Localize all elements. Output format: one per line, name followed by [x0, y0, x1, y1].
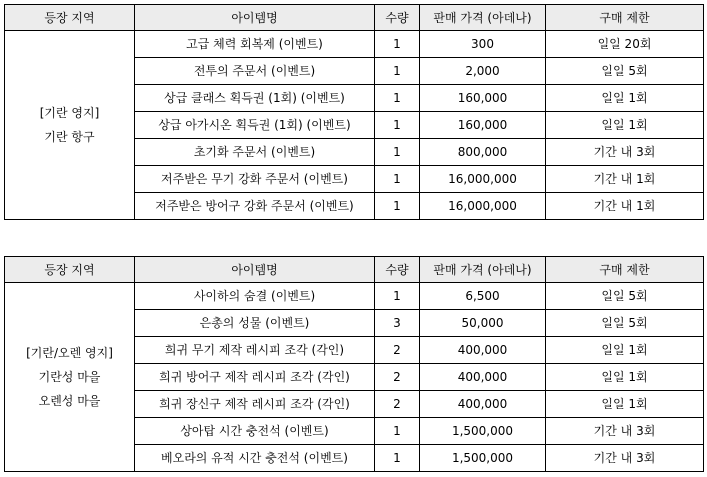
item-name-cell: 상급 아가시온 획득권 (1회) (이벤트) [135, 112, 375, 139]
price-cell: 1,500,000 [420, 445, 546, 472]
item-name-cell: 희귀 장신구 제작 레시피 조각 (각인) [135, 391, 375, 418]
limit-cell: 기간 내 3회 [546, 139, 704, 166]
table-row [5, 283, 704, 310]
item-name-cell: 저주받은 방어구 강화 주문서 (이벤트) [135, 193, 375, 220]
quantity-cell: 1 [375, 193, 420, 220]
price-cell: 400,000 [420, 364, 546, 391]
price-cell: 300 [420, 31, 546, 58]
limit-cell: 기간 내 3회 [546, 418, 704, 445]
region-line: 오렌성 마을 [38, 394, 101, 408]
item-name-cell: 희귀 방어구 제작 레시피 조각 (각인) [135, 364, 375, 391]
header-price: 판매 가격 (아데나) [420, 5, 546, 31]
item-name-cell: 저주받은 무기 강화 주문서 (이벤트) [135, 166, 375, 193]
header-quantity: 수량 [375, 257, 420, 283]
quantity-cell: 2 [375, 391, 420, 418]
item-name-cell: 사이하의 숨결 (이벤트) [135, 283, 375, 310]
shop-table-giran-oren-village [4, 256, 704, 472]
region-line: [기란/오렌 영지] [26, 346, 113, 360]
header-item-name: 아이템명 [135, 5, 375, 31]
price-cell: 160,000 [420, 85, 546, 112]
header-region: 등장 지역 [5, 5, 135, 31]
table-header-row [5, 5, 704, 31]
header-purchase-limit: 구매 제한 [546, 257, 704, 283]
limit-cell: 일일 1회 [546, 112, 704, 139]
header-region: 등장 지역 [5, 257, 135, 283]
price-cell: 800,000 [420, 139, 546, 166]
limit-cell: 일일 1회 [546, 391, 704, 418]
header-item-name: 아이템명 [135, 257, 375, 283]
price-cell: 6,500 [420, 283, 546, 310]
price-cell: 50,000 [420, 310, 546, 337]
limit-cell: 일일 1회 [546, 337, 704, 364]
item-name-cell: 희귀 무기 제작 레시피 조각 (각인) [135, 337, 375, 364]
header-price: 판매 가격 (아데나) [420, 257, 546, 283]
quantity-cell: 1 [375, 166, 420, 193]
quantity-cell: 2 [375, 337, 420, 364]
quantity-cell: 1 [375, 283, 420, 310]
price-cell: 16,000,000 [420, 166, 546, 193]
quantity-cell: 1 [375, 445, 420, 472]
quantity-cell: 1 [375, 31, 420, 58]
price-cell: 16,000,000 [420, 193, 546, 220]
price-cell: 400,000 [420, 337, 546, 364]
limit-cell: 일일 1회 [546, 364, 704, 391]
quantity-cell: 1 [375, 418, 420, 445]
item-name-cell: 은총의 성물 (이벤트) [135, 310, 375, 337]
header-quantity: 수량 [375, 5, 420, 31]
header-purchase-limit: 구매 제한 [546, 5, 704, 31]
region-line: [기란 영지] [39, 106, 100, 120]
limit-cell: 일일 5회 [546, 283, 704, 310]
shop-table-giran-harbor [4, 4, 704, 220]
price-cell: 160,000 [420, 112, 546, 139]
table-header-row [5, 257, 704, 283]
table-row [5, 31, 704, 58]
quantity-cell: 1 [375, 58, 420, 85]
price-cell: 2,000 [420, 58, 546, 85]
limit-cell: 일일 20회 [546, 31, 704, 58]
region-cell [5, 283, 135, 472]
quantity-cell: 1 [375, 139, 420, 166]
item-name-cell: 베오라의 유적 시간 충전석 (이벤트) [135, 445, 375, 472]
item-name-cell: 고급 체력 회복제 (이벤트) [135, 31, 375, 58]
region-line: 기란성 마을 [38, 370, 101, 384]
region-cell [5, 31, 135, 220]
item-name-cell: 전투의 주문서 (이벤트) [135, 58, 375, 85]
quantity-cell: 1 [375, 112, 420, 139]
price-cell: 1,500,000 [420, 418, 546, 445]
item-name-cell: 상아탑 시간 충전석 (이벤트) [135, 418, 375, 445]
item-name-cell: 상급 클래스 획득권 (1회) (이벤트) [135, 85, 375, 112]
region-line: 기란 항구 [44, 130, 95, 144]
quantity-cell: 2 [375, 364, 420, 391]
limit-cell: 기간 내 1회 [546, 166, 704, 193]
limit-cell: 기간 내 1회 [546, 193, 704, 220]
limit-cell: 일일 5회 [546, 310, 704, 337]
price-cell: 400,000 [420, 391, 546, 418]
item-name-cell: 초기화 주문서 (이벤트) [135, 139, 375, 166]
limit-cell: 기간 내 3회 [546, 445, 704, 472]
quantity-cell: 1 [375, 85, 420, 112]
limit-cell: 일일 5회 [546, 58, 704, 85]
limit-cell: 일일 1회 [546, 85, 704, 112]
quantity-cell: 3 [375, 310, 420, 337]
